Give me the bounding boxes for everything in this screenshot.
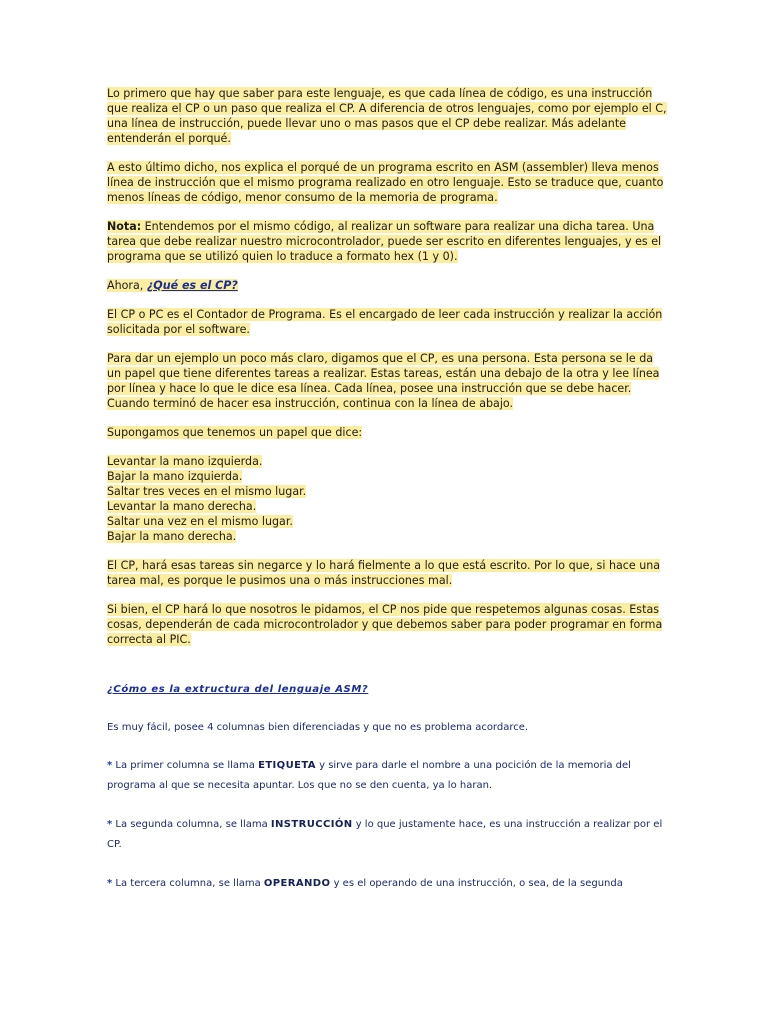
- paragraph-cp-faithful: El CP, hará esas tareas sin negarce y lo hará fielmente a lo que está escrito. Por lo que, si hace una tarea mal, es porque le pusimos una o más instrucciones mal.: [107, 559, 661, 587]
- paragraph-asm-lines: A esto último dicho, nos explica el porqué de un programa escrito en ASM (assembler) lleva menos línea de instrucción que el mismo programa realizado en otro lenguaje. Esto se traduce que, cuanto menos líneas de código, menor consumo de la memoria de programa.: [107, 161, 664, 204]
- bullet-star-icon: *: [107, 878, 113, 889]
- list-item: Bajar la mano derecha.: [107, 530, 237, 543]
- paragraph-cp-example: Para dar un ejemplo un poco más claro, digamos que el CP, es una persona. Esta persona se le da un papel que tiene diferentes tareas a realizar. Estas tareas, están una debajo de la otra y lee línea por línea y hace lo que le dice esa línea. Cada línea, posee una instrucción que se debe hacer. Cuando terminó de hacer esa instrucción, continua con la línea de abajo.: [107, 352, 660, 410]
- asm-structure-heading: [107, 680, 667, 700]
- paragraph-cp-rules: Si bien, el CP hará lo que nosotros le pidamos, el CP nos pide que respetemos algunas cosas. Estas cosas, dependerán de cada microcontrolador y que debemos saber para poder programar en forma correcta al PIC.: [107, 603, 663, 646]
- highlighted-article: [107, 86, 667, 661]
- term-operando: OPERANDO: [263, 878, 331, 889]
- column-3-description: * La tercera columna, se llama OPERANDO y es el operando de una instrucción, o sea, de la segunda: [107, 878, 623, 889]
- list-item: Levantar la mano derecha.: [107, 500, 257, 513]
- paragraph-intro: Lo primero que hay que saber para este lenguaje, es que cada línea de código, es una instrucción que realiza el CP o un paso que realiza el CP. A diferencia de otros lenguajes, como por ejemplo el C, una línea de instrucción, puede llevar uno o mas pasos que el CP debe realizar. Más adelante entenderán el porqué.: [107, 87, 667, 145]
- term-etiqueta: ETIQUETA: [258, 760, 316, 771]
- paragraph-note: Nota: Entendemos por el mismo código, al realizar un software para realizar una dicha tarea. Una tarea que debe realizar nuestro microcontrolador, puede ser escrito en diferentes lenguajes, y es el programa que se utilizó quien lo traduce a formato hex (1 y 0).: [107, 220, 662, 263]
- list-item: Bajar la mano izquierda.: [107, 470, 243, 483]
- list-item: Levantar la mano izquierda.: [107, 455, 263, 468]
- list-item: Saltar una vez en el mismo lugar.: [107, 515, 293, 528]
- bullet-star-icon: *: [107, 760, 113, 771]
- list-item: Saltar tres veces en el mismo lugar.: [107, 485, 307, 498]
- paragraph-cp-definition: El CP o PC es el Contador de Programa. Es el encargado de leer cada instrucción y realizar la acción solicitada por el software.: [107, 308, 663, 336]
- paragraph-paper-intro: Supongamos que tenemos un papel que dice:: [107, 426, 363, 439]
- note-label: Nota:: [107, 220, 142, 233]
- steps-list: [107, 454, 667, 544]
- column-2-description: * La segunda columna, se llama INSTRUCCIÓN y lo que justamente hace, es una instrucción a realizar por el CP.: [107, 819, 663, 850]
- column-1-description: * La primer columna se llama ETIQUETA y sirve para darle el nombre a una pocición de la memoria del programa al que se necesita apuntar. Los que no se den cuenta, ya lo haran.: [107, 760, 631, 791]
- bullet-star-icon: *: [107, 819, 113, 830]
- term-instruccion: INSTRUCCIÓN: [270, 819, 353, 830]
- paragraph-question-cp: Ahora, ¿Qué es el CP?: [107, 279, 238, 292]
- asm-intro: Es muy fácil, posee 4 columnas bien diferenciadas y que no es problema acordarce.: [107, 722, 529, 733]
- what-is-cp-link[interactable]: ¿Qué es el CP?: [146, 279, 238, 292]
- asm-structure-link[interactable]: ¿Cómo es la extructura del lenguaje ASM?: [107, 684, 369, 695]
